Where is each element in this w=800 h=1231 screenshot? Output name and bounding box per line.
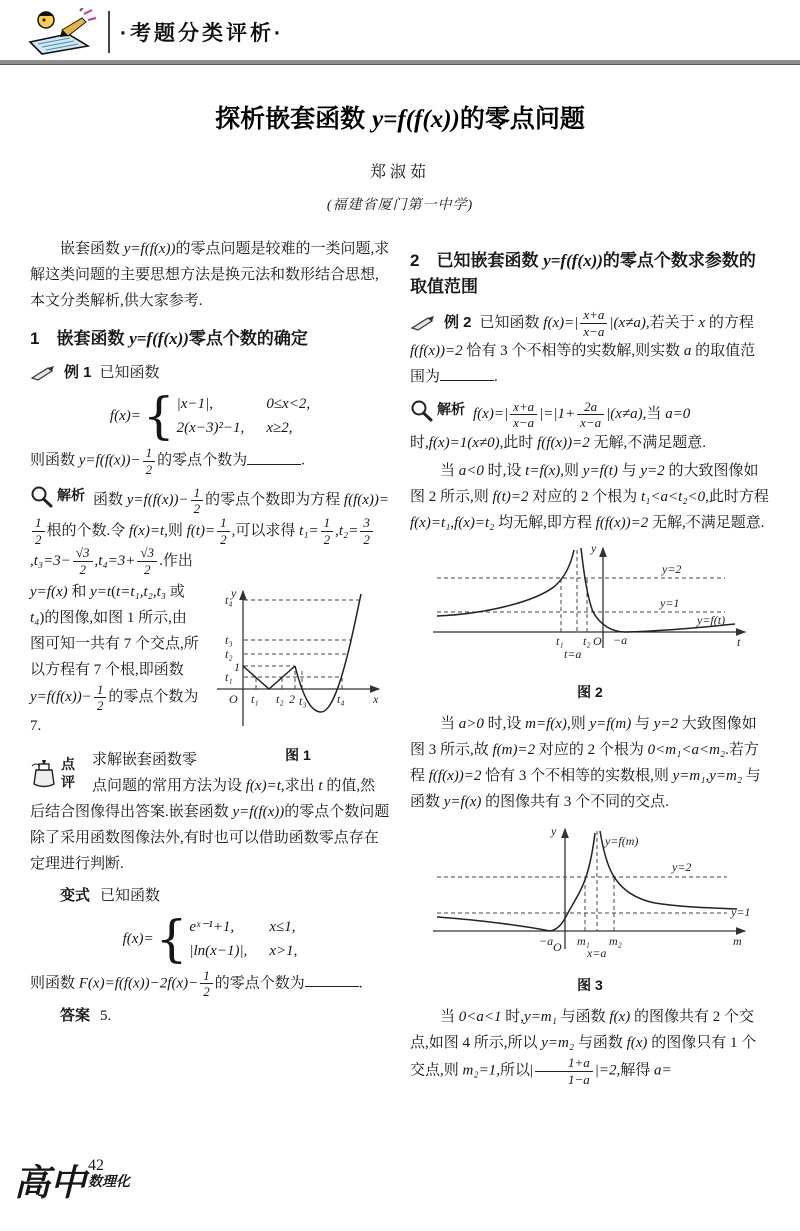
- math-run: 2(x−3)²−1,: [176, 420, 245, 436]
- math-run: a>0: [458, 715, 484, 732]
- section-1-heading: [30, 326, 390, 352]
- masthead: [0, 0, 800, 58]
- answer-blank: [247, 450, 301, 465]
- math-run: y=f(f(x)): [232, 803, 285, 820]
- text-run: 的零点个数为: [214, 975, 305, 992]
- text-run: 的零点个数为: [157, 452, 248, 469]
- math-run: y=f(x): [443, 793, 482, 810]
- math-run: x: [698, 314, 706, 331]
- brand-sub: 数理化: [88, 1174, 131, 1190]
- text-run: 当: [440, 1008, 459, 1025]
- text-run: ,求出: [280, 777, 319, 794]
- math-run: |(x≠a): [609, 314, 646, 331]
- pw1-row2-cond: [266, 416, 310, 440]
- fig3-y-label: y: [551, 823, 557, 838]
- fig2-origin-label: O: [593, 633, 602, 648]
- fig1-x-t1-label: t₁: [251, 691, 259, 706]
- magnifier-icon: [30, 482, 85, 508]
- case-a-positive-paragraph: [410, 711, 770, 815]
- math-run: f(f(x))=2: [595, 514, 649, 531]
- math-run: t=f(x): [525, 462, 561, 479]
- text-run: 与函数: [410, 767, 761, 810]
- figure-1-caption: 图 1: [285, 746, 311, 763]
- fig2-curve: [437, 548, 735, 632]
- text-run: 的零点个数即为方程: [205, 492, 344, 509]
- text-run: 无解,不满足题意.: [648, 514, 765, 531]
- math-run: y=f(f(x))−: [126, 492, 189, 509]
- text-run: ,此时方程: [705, 488, 769, 505]
- text-run: 的方程: [705, 314, 754, 331]
- fraction: $\frac{1}{2}$: [321, 516, 334, 546]
- figure-1-plot: [207, 581, 389, 731]
- fraction: $\frac{√3}{2}$: [137, 546, 157, 576]
- text-run: 时,: [501, 1008, 525, 1025]
- text-run: 大致图像如图 3 所示,故: [410, 715, 757, 758]
- pw2-row2-cond: [269, 939, 297, 963]
- math-run: y=f(t): [582, 462, 618, 479]
- fig1-origin-label: O: [229, 691, 238, 706]
- piecewise-formula-2: [30, 909, 390, 968]
- fig1-t3-label: t₃: [225, 632, 233, 647]
- math-run: m₂=1: [462, 1062, 497, 1079]
- fig3-m-axis-label: m: [733, 933, 742, 948]
- variant-lead-text: 已知函数: [100, 887, 161, 904]
- fraction: $\frac{1}{2}$: [143, 446, 156, 476]
- fraction: $\frac{x+a}{x-a}$: [580, 308, 607, 338]
- case-a-negative-paragraph: [410, 458, 770, 536]
- fig3-y1-label: y=1: [731, 904, 751, 919]
- solution-1: [30, 482, 390, 576]
- fig1-x-t2-label: t₂: [276, 691, 284, 706]
- pw1-row1-cond: [266, 392, 310, 416]
- math-run: t₁<a<t₂<0: [640, 488, 706, 505]
- math-run: a=0: [665, 406, 691, 423]
- math-run: f(m)=2: [492, 741, 536, 758]
- piecewise-2-rows: [189, 915, 297, 963]
- math-run: t₁=: [299, 522, 319, 539]
- text-run: 当: [440, 715, 459, 732]
- math-run: f(f(x))=2: [410, 343, 463, 360]
- text-run: 和: [67, 583, 91, 600]
- math-run: f(t)=: [186, 522, 216, 539]
- pw1-row2-expr: [177, 416, 245, 440]
- math-run: |x−1|,: [176, 396, 213, 412]
- math-run: f(f(x))=2: [537, 434, 590, 451]
- section-2-heading: [410, 248, 770, 300]
- comment-label: 点评: [61, 755, 75, 790]
- brace: {: [155, 909, 188, 968]
- example-1-lead: [30, 360, 390, 386]
- text-run: 或: [166, 583, 185, 600]
- text-run: 的零点个数求参数的取值范围: [410, 251, 756, 296]
- text-run: 的图像共有 2 个交点,如图 4 所示,所以: [410, 1008, 754, 1051]
- case-a-small-paragraph: [410, 1004, 770, 1086]
- journal-brand: [14, 1157, 131, 1203]
- math-run: x≥2,: [266, 420, 293, 436]
- comment-lead: [30, 749, 88, 797]
- piecewise-1-lhs: [110, 403, 141, 429]
- fraction: $\frac{1}{2}$: [94, 683, 107, 713]
- text-run: ,则: [560, 462, 583, 479]
- text-run: 的零点个数问题除了采用函数图像法外,有时也可以借助函数零点存在定理进行判断.: [30, 803, 390, 872]
- fig2-y-label: y: [591, 540, 597, 555]
- pw2-row1-expr: [189, 915, 247, 939]
- text-run: 嵌套函数: [60, 241, 124, 257]
- variant-question: [30, 969, 390, 999]
- fig2-dashed-guides: [437, 550, 725, 632]
- question-1: [30, 446, 390, 476]
- pw2-row2-expr: [189, 939, 247, 963]
- page-number: 42: [88, 1157, 105, 1174]
- fig3-yfm-label: y=f(m): [605, 833, 639, 848]
- fraction: $\frac{2a}{x-a}$: [577, 400, 604, 430]
- math-run: eˣ⁻¹+1,: [189, 918, 235, 935]
- left-column: [30, 236, 390, 1029]
- text-run: 当: [440, 462, 459, 479]
- math-run: a=: [654, 1062, 672, 1079]
- text-run: ,: [450, 514, 455, 531]
- text-run: 探析嵌套函数: [215, 105, 373, 133]
- math-run: y=f(f(x)): [372, 106, 460, 133]
- example-1-lead-text: 已知函数: [99, 365, 160, 381]
- fig3-m2-label: m₂: [609, 933, 622, 948]
- text-run: )的图像,如图 1 所示,由图可知一共有 7 个交点,所以方程有 7 个根,即函数: [30, 609, 199, 678]
- math-run: t=t₁,t₂,t₃: [116, 583, 167, 600]
- text-run: .: [301, 452, 305, 469]
- fraction: $\frac{1+a}{1-a}$: [535, 1056, 593, 1086]
- example-1-label: 例 1: [64, 364, 92, 381]
- text-run: ,此时: [499, 434, 538, 451]
- intro-paragraph: [30, 236, 390, 314]
- text-run: 时,: [410, 434, 429, 451]
- fraction: $\frac{1}{2}$: [32, 516, 45, 546]
- fig2-y2-label: y=2: [662, 561, 682, 576]
- piecewise-2-lhs: [123, 926, 154, 952]
- figure-2: [410, 540, 770, 705]
- math-run: f(f(x))=: [343, 492, 390, 509]
- text-run: 时,设: [483, 715, 526, 732]
- math-run: y=f(x): [30, 583, 68, 600]
- brace: {: [142, 386, 175, 445]
- text-run: 的值,然后结合图像得出答案.嵌套函数: [30, 777, 376, 820]
- solution-1-continued: [30, 579, 390, 763]
- text-run: 与: [631, 715, 654, 732]
- text-run: 与函数: [556, 1008, 610, 1025]
- math-run: x≤1,: [269, 918, 296, 935]
- fig2-nega-label: −a: [613, 632, 628, 647]
- text-run: 根的个数.令: [46, 522, 130, 539]
- text-run: ,可以求得: [231, 522, 300, 539]
- article-title: [40, 99, 760, 135]
- math-run: t₃=3−: [33, 552, 71, 569]
- right-column: [410, 236, 770, 1086]
- example-pen-icon: [410, 315, 436, 331]
- text-run: ,: [705, 767, 710, 784]
- text-run: ,若关于: [645, 314, 699, 331]
- text-run: 2 已知嵌套函数: [410, 251, 544, 270]
- fig2-t2-label: t₂: [583, 633, 591, 648]
- text-run: .: [494, 369, 498, 386]
- text-run: 的零点问题是较难的一类问题,求解这类问题的主要思想方法是换元法和数形结合思想,本文分类解析,供大家参考.: [30, 241, 390, 309]
- math-run: y=f(m): [589, 715, 632, 732]
- text-run: 无解,不满足题意.: [589, 434, 706, 451]
- fraction: $\frac{x+a}{x-a}$: [510, 400, 537, 430]
- math-run: |=|1+: [539, 406, 576, 423]
- fig2-yft-label: y=f(t): [697, 612, 726, 627]
- two-column-body: [0, 214, 800, 1086]
- text-run: 对应的 2 个根为: [535, 741, 648, 758]
- solution-label: 解析: [437, 401, 465, 418]
- variant-label: 变式: [60, 886, 91, 904]
- text-run: 则函数: [30, 452, 79, 469]
- text-run: 函数: [93, 492, 127, 509]
- fig2-ta-label: t=a: [564, 646, 582, 661]
- math-run: t₂=: [338, 522, 359, 539]
- ink-pot-icon: [30, 758, 58, 788]
- math-run: y=f(f(x)): [123, 241, 176, 257]
- text-run: 的取值范围为: [410, 343, 756, 386]
- math-run: y=2: [640, 462, 665, 479]
- magnifier-icon: [410, 396, 465, 422]
- text-run: ,解得: [616, 1062, 654, 1079]
- math-run: f(x): [626, 1034, 648, 1051]
- text-run: 已知函数: [479, 314, 544, 331]
- brand-main: 高中: [14, 1163, 87, 1203]
- math-run: f(x)=t₁: [410, 514, 451, 531]
- fig1-x-2-label: 2: [289, 691, 295, 706]
- text-run: .: [358, 975, 363, 992]
- fig3-xa-label: x=a: [587, 945, 607, 960]
- fig1-1-label: 1: [234, 659, 240, 674]
- math-run: f(x)=t: [245, 777, 281, 794]
- solution-2: [410, 396, 770, 456]
- fig3-curve: [437, 831, 737, 931]
- fig1-y-label: y: [231, 585, 237, 600]
- text-run: 1 嵌套函数: [30, 329, 130, 348]
- math-run: |ln(x−1)|,: [189, 942, 248, 959]
- text-run: 对应的 2 个根为: [528, 488, 641, 505]
- math-run: y=f(f(x))−: [78, 452, 141, 469]
- math-run: x>1,: [269, 942, 298, 959]
- fig3-nega-label: −a: [539, 933, 554, 948]
- pw2-row1-cond: [269, 915, 297, 939]
- example-2: [410, 308, 770, 390]
- math-run: f(x): [609, 1008, 631, 1025]
- text-run: ,则: [566, 715, 590, 732]
- math-run: y=m₁: [524, 1008, 557, 1025]
- fraction: $\frac{1}{2}$: [191, 486, 204, 516]
- piecewise-formula-1: [30, 386, 390, 445]
- math-run: y=f(f(x)): [129, 329, 189, 348]
- text-run: 时,设: [483, 462, 526, 479]
- variant-answer: [30, 1003, 390, 1029]
- math-run: y=f(f(x))−: [30, 689, 92, 706]
- text-run: ,当: [642, 406, 666, 423]
- text-run: 求解嵌套函数零点问题的常用方法为设: [92, 751, 246, 794]
- fig2-t1-label: t₁: [556, 633, 564, 648]
- masthead-label: ·考题分类评析·: [120, 22, 284, 45]
- text-run: (: [111, 583, 117, 600]
- math-run: a: [683, 343, 692, 360]
- math-run: 0<m₁<a<m₂: [647, 741, 726, 758]
- math-run: 0<a<1: [458, 1008, 502, 1025]
- author-affiliation: (福建省厦门第一中学): [326, 198, 474, 213]
- text-run: 恰有 3 个不相等的实数解,则实数: [462, 343, 684, 360]
- brand-col: [88, 1157, 130, 1190]
- fig1-x-t3-label: t₃: [299, 693, 307, 708]
- fraction: $\frac{3}{2}$: [360, 516, 373, 546]
- mascot-logo: [26, 8, 98, 56]
- math-run: t₄=3+: [98, 552, 136, 569]
- fig1-t1-label: t₁: [225, 669, 233, 684]
- answer-label: 答案: [60, 1007, 91, 1025]
- figure-3-plot: [425, 819, 755, 961]
- fig1-x-t4-label: t₄: [337, 691, 345, 706]
- text-run: 的图像只有 1 个交点,则: [410, 1034, 757, 1079]
- math-run: f(f(x))=2: [428, 767, 482, 784]
- math-run: f(x)=t₂: [454, 514, 495, 531]
- text-run: 的零点问题: [459, 105, 585, 133]
- math-run: f(t)=2: [492, 488, 529, 505]
- fraction: $\frac{1}{2}$: [217, 516, 230, 546]
- math-run: y=2: [653, 715, 679, 732]
- text-run: 与: [617, 462, 641, 479]
- text-run: 与函数: [574, 1034, 627, 1051]
- answer-value: 5.: [100, 1008, 112, 1025]
- figure-2-plot: [425, 540, 755, 668]
- text-run: ,: [94, 552, 99, 569]
- math-run: 0≤x<2,: [266, 396, 311, 412]
- math-run: f(x)=t: [129, 522, 165, 539]
- piecewise-1-rows: [177, 392, 310, 440]
- figure-3: [410, 819, 770, 998]
- text-run: 则函数: [30, 975, 79, 992]
- solution-label: 解析: [57, 487, 85, 504]
- math-run: |=2: [594, 1062, 617, 1079]
- math-run: t₄: [30, 609, 40, 626]
- math-run: m=f(x): [525, 715, 567, 732]
- pw1-row1-expr: [177, 392, 245, 416]
- variant-lead: [30, 883, 390, 909]
- author-name: 郑淑茹: [369, 164, 430, 181]
- answer-blank: [305, 972, 359, 987]
- example-2-label: 例 2: [444, 313, 472, 331]
- text-run: 零点个数的确定: [188, 329, 308, 348]
- figure-1: [206, 581, 390, 768]
- fig3-origin-label: O: [553, 939, 562, 954]
- fig1-t2-label: t₂: [225, 646, 233, 661]
- math-run: a<0: [458, 462, 484, 479]
- text-run: ,则: [164, 522, 187, 539]
- text-run: ,: [30, 552, 34, 569]
- fig3-m1-label: m₁: [577, 933, 590, 948]
- fig1-x-axis-label: x: [373, 691, 379, 706]
- text-run: 的大致图像如图 2 所示,则: [410, 462, 759, 505]
- text-run: ,: [335, 522, 339, 539]
- math-run: y=f(f(x)): [543, 251, 603, 270]
- text-run: 的图像共有 3 个不同的交点.: [481, 793, 669, 810]
- math-run: y=m₂: [541, 1034, 575, 1051]
- math-run: f(x)=: [122, 930, 154, 947]
- math-run: f(x)=: [109, 408, 141, 424]
- math-run: y=t: [90, 583, 112, 600]
- math-run: y=m₂: [709, 767, 743, 784]
- text-run: ,所以|: [496, 1062, 533, 1079]
- fraction: $\frac{1}{2}$: [200, 969, 213, 999]
- fig3-y2-label: y=2: [672, 859, 692, 874]
- math-run: f(x)=1(x≠0): [428, 434, 500, 451]
- masthead-divider: [108, 11, 110, 53]
- math-run: y=m₁: [672, 767, 706, 784]
- text-run: 恰有 3 个不相等的实数根,则: [481, 767, 673, 784]
- figure-2-caption: 图 2: [577, 683, 603, 700]
- text-run: 均无解,即方程: [494, 514, 596, 531]
- solution-1b-text: [30, 584, 199, 734]
- text-run: .若方程: [410, 741, 759, 784]
- example-pen-icon: [30, 365, 56, 381]
- math-run: f(x)=|: [473, 406, 509, 423]
- fraction: $\frac{√3}{2}$: [73, 546, 93, 576]
- math-run: t: [318, 777, 323, 794]
- math-run: f(x)=|: [543, 314, 579, 331]
- answer-blank: [440, 366, 494, 381]
- masthead-rule: [0, 60, 800, 65]
- fig1-t4-label: t₄: [225, 592, 233, 607]
- fig2-y1-label: y=1: [660, 595, 680, 610]
- figure-3-caption: 图 3: [577, 976, 603, 993]
- fig2-t-axis-label: t: [737, 634, 741, 649]
- fig3-dashed-guides: [437, 831, 727, 931]
- math-run: |(x≠a): [606, 406, 643, 423]
- text-run: .作出: [159, 552, 193, 569]
- math-run: F(x)=f(f(x))−2f(x)−: [78, 975, 199, 992]
- text-run: 的零点个数为 7.: [30, 689, 199, 734]
